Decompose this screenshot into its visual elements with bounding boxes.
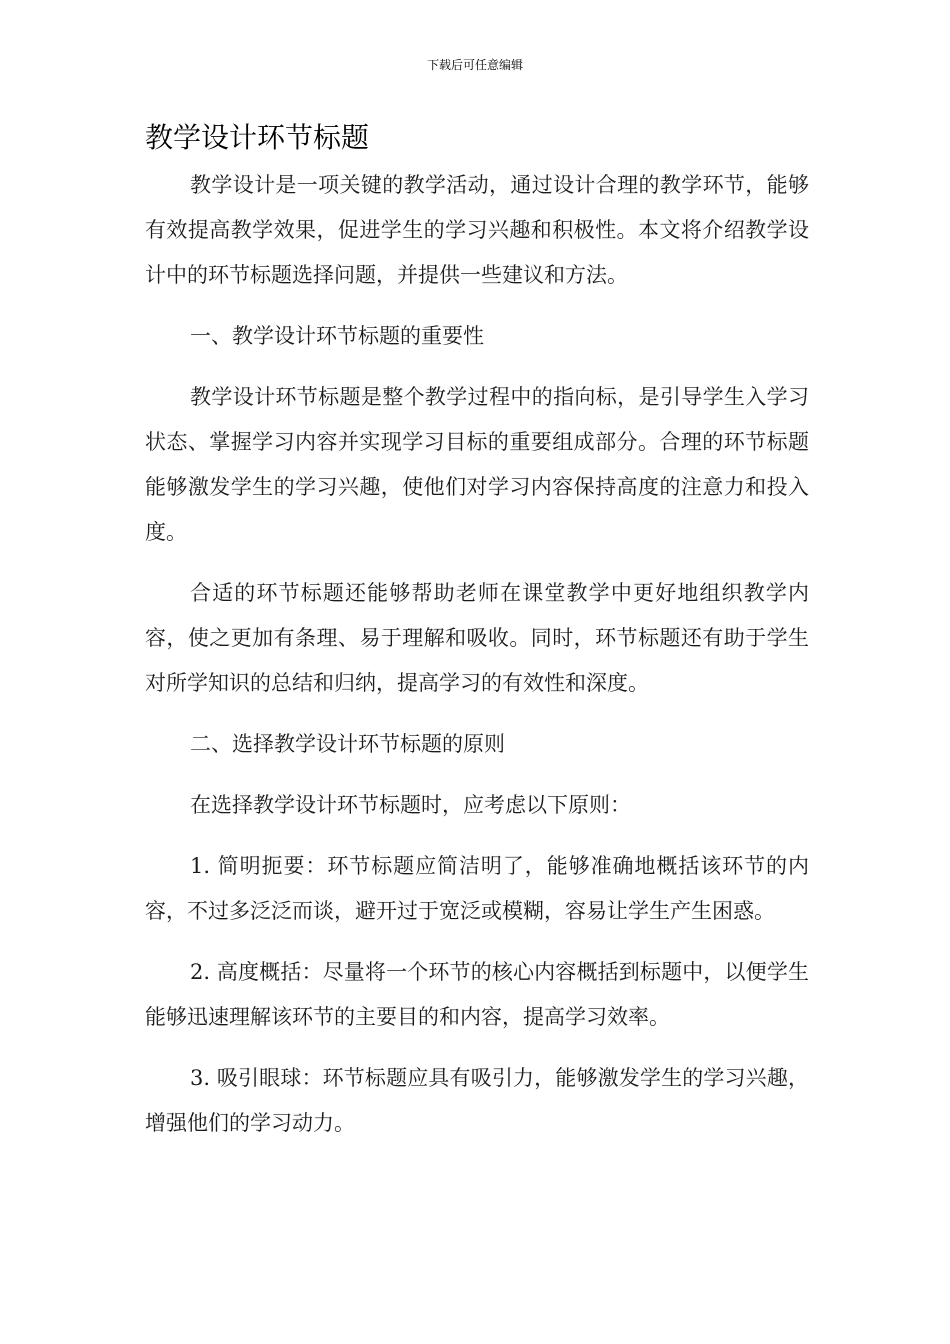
intro-paragraph: 教学设计是一项关键的教学活动，通过设计合理的教学环节，能够有效提高教学效果，促进学生的学习兴趣和积极性。本文将介绍教学设计中的环节标题选择问题，并提供一些建议和方法。: [145, 173, 809, 287]
section-heading-importance: 一、教学设计环节标题的重要性: [190, 324, 484, 348]
body-paragraph: 教学设计环节标题是整个教学过程中的指向标，是引导学生入学习状态、掌握学习内容并实现学习目标的重要组成部分。合理的环节标题能够激发学生的学习兴趣，使他们对学习内容保持高度的注意力和投入度。: [145, 385, 809, 544]
document-title: 教学设计环节标题: [145, 121, 370, 154]
list-item-principle-1: 1. 简明扼要：环节标题应简洁明了，能够准确地概括该环节的内容，不过多泛泛而谈，避开过于宽泛或模糊，容易让学生产生困惑。: [145, 854, 809, 923]
document-body: [145, 163, 809, 1162]
body-paragraph: 合适的环节标题还能够帮助老师在课堂教学中更好地组织教学内容，使之更加有条理、易于理解和吸收。同时，环节标题还有助于学生对所学知识的总结和归纳，提高学习的有效性和深度。: [145, 581, 809, 695]
section-heading-principles: 二、选择教学设计环节标题的原则: [190, 732, 505, 756]
header-note: 下载后可任意编辑: [426, 58, 523, 72]
list-item-principle-3: 3. 吸引眼球：环节标题应具有吸引力，能够激发学生的学习兴趣，增强他们的学习动力。: [145, 1066, 809, 1135]
body-paragraph: 在选择教学设计环节标题时，应考虑以下原则：: [190, 793, 631, 817]
list-item-principle-2: 2. 高度概括：尽量将一个环节的核心内容概括到标题中，以便学生能够迅速理解该环节的主要目的和内容，提高学习效率。: [145, 960, 809, 1029]
